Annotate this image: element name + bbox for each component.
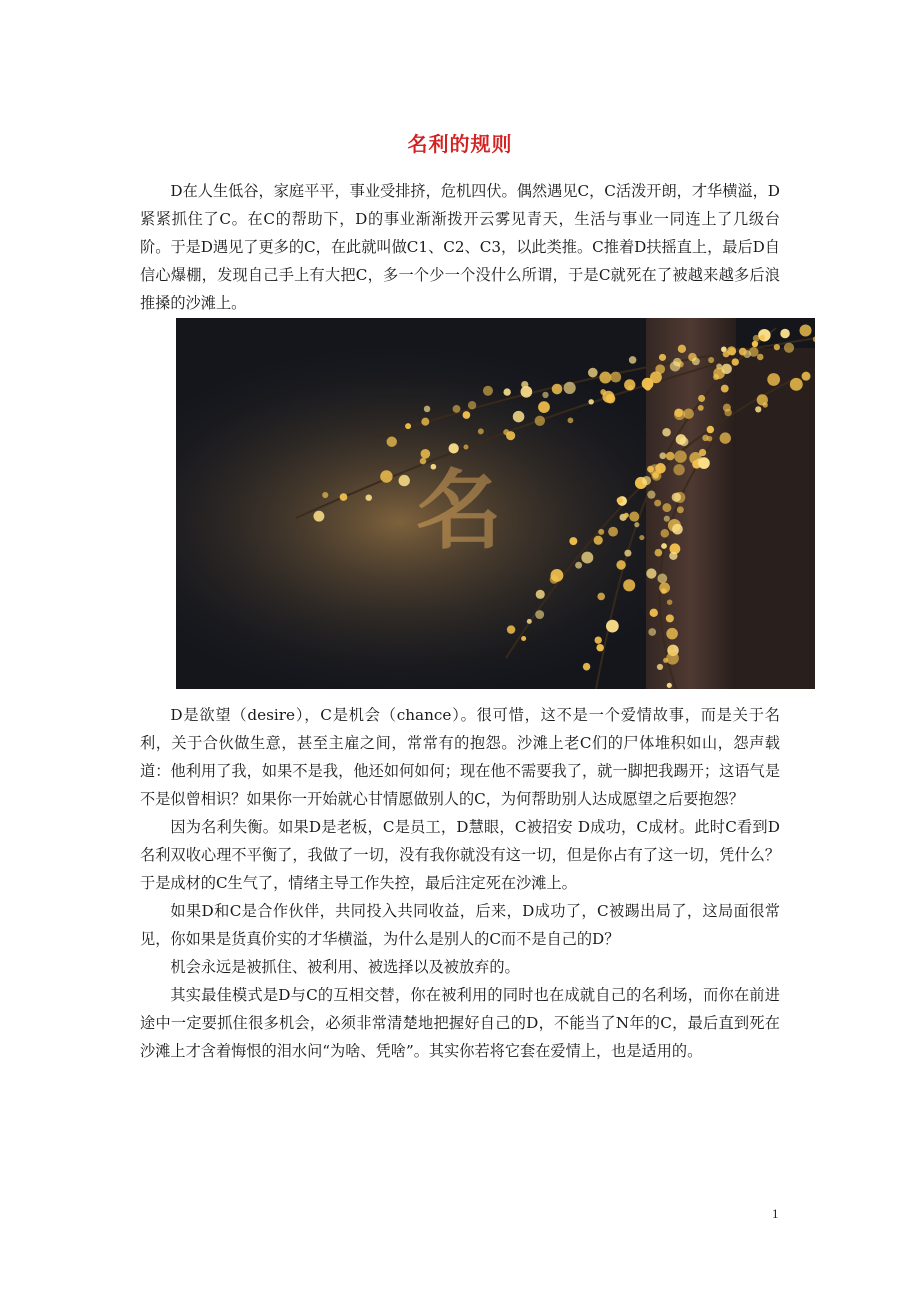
blossom-petal (790, 378, 803, 391)
blossom-petal (624, 550, 631, 557)
blossom-petal (655, 549, 663, 557)
blossom-petal (629, 356, 637, 364)
blossom-petal (674, 450, 686, 462)
blossom-petal (698, 457, 710, 469)
blossom-petal (780, 329, 790, 339)
blossom-petal (662, 503, 671, 512)
blossom-petal (674, 409, 683, 418)
blossom-petal (647, 491, 655, 499)
blossom-petal (752, 341, 758, 347)
blossom-petal (322, 492, 328, 498)
blossom-petal (661, 529, 670, 538)
blossom-petal (708, 357, 714, 363)
blossom-petal (575, 562, 582, 569)
blossom-petal (463, 411, 471, 419)
blossom-petal (670, 361, 680, 371)
paragraph: 因为名利失衡。如果D是老板，C是员工，D慧眼，C被招安 D成功，C成材。此时C看到D名利双收心理不平衡了，我做了一切，没有我你就没有这一切，但是你占有了这一切，凭什么？于是成材的C生气了，情绪主导工作失控，最后注定死在沙滩上。 (140, 818, 780, 892)
blossom-petal (651, 471, 661, 481)
blossom-petal (527, 619, 532, 624)
blossom-petal (365, 494, 371, 500)
blossom-petal (387, 437, 397, 447)
blossom-petal (399, 475, 410, 486)
blossom-petal (642, 476, 651, 485)
blossom-petal (596, 644, 603, 651)
blossom-petal (723, 404, 731, 412)
blossom-petal (380, 470, 392, 482)
main-text (140, 701, 780, 1065)
blossom-petal (698, 405, 704, 411)
blossom-petal (654, 500, 661, 507)
blossom-petal (655, 364, 665, 374)
blossom-petal (639, 535, 644, 540)
blossom-petal (800, 324, 812, 336)
blossom-petal (629, 512, 639, 522)
blossom-petal (732, 358, 739, 365)
blossom-photo (176, 318, 815, 689)
blossom-petal (595, 636, 602, 643)
blossom-petal (713, 374, 719, 380)
blossom-petal (659, 582, 670, 593)
blossom-petal (424, 406, 430, 412)
blossom-petal (606, 620, 619, 633)
blossom-petal (600, 389, 606, 395)
blossom-petal (762, 402, 767, 407)
blossom-petal (667, 683, 672, 688)
blossom-petal (667, 599, 673, 605)
blossom-petal (535, 416, 545, 426)
blossom-photo-art (176, 318, 815, 689)
blossom-petal (507, 625, 515, 633)
blossom-petal (666, 652, 679, 665)
blossom-petal (453, 405, 461, 413)
blossom-petal (405, 423, 411, 429)
blossom-petal (581, 552, 593, 564)
watermark-glyph: 名 (416, 461, 502, 561)
page-number: 1 (772, 1206, 779, 1221)
blossom-petal (535, 610, 544, 619)
paragraph: 机会永远是被抓住、被利用、被选择以及被放弃的。 (170, 958, 520, 976)
blossom-petal (774, 344, 780, 350)
blossom-petal (513, 411, 525, 423)
blossom-petal (753, 335, 760, 342)
blossom-petal (721, 364, 731, 374)
blossom-petal (677, 506, 684, 513)
blossom-petal (617, 497, 623, 503)
blossom-petal (758, 329, 771, 342)
blossom-petal (588, 368, 598, 378)
blossom-petal (568, 417, 574, 423)
paragraph: D在人生低谷，家庭平平，事业受排挤，危机四伏。偶然遇见C，C活泼开朗，才华横溢，D紧紧抓住了C。在C的帮助下，D的事业渐渐拨开云雾见青天，生活与事业一同连上了几级台阶。于是D遇见了更多的C，在此就叫做C1、C2、C3，以此类推。C推着D扶摇直上，最后D自信心爆棚，发现自己手上有大把C，多一个少一个没什么所谓，于是C就死在了被越来越多后浪推搡的沙滩上。 (140, 182, 780, 312)
blossom-petal (802, 372, 811, 381)
blossom-petal (569, 537, 577, 545)
blossom-petal (659, 452, 666, 459)
blossom-petal (564, 382, 576, 394)
blossom-petal (698, 395, 705, 402)
blossom-petal (669, 552, 677, 560)
blossom-petal (692, 357, 700, 365)
blossom-petal (610, 372, 621, 383)
blossom-petal (542, 392, 548, 398)
blossom-petal (657, 664, 663, 670)
blossom-petal (664, 516, 670, 522)
blossom-petal (662, 428, 671, 437)
blossom-petal (468, 401, 476, 409)
blossom-petal (536, 590, 545, 599)
blossom-petal (313, 511, 324, 522)
blossom-petal (624, 379, 635, 390)
blossom-petal (538, 401, 550, 413)
blossom-petal (721, 385, 729, 393)
page-title: 名利的规则 (407, 132, 513, 156)
blossom-petal (599, 372, 611, 384)
blossom-petal (506, 431, 515, 440)
blossom-petal (669, 645, 674, 650)
blossom-petal (624, 513, 629, 518)
blossom-petal (463, 444, 468, 449)
blossom-petal (503, 388, 510, 395)
blossom-petal (720, 432, 731, 443)
blossom-petal (483, 386, 493, 396)
blossom-petal (672, 524, 683, 535)
blossom-petal (673, 464, 684, 475)
blossom-petal (648, 628, 656, 636)
blossom-petal (478, 428, 484, 434)
blossom-petal (727, 346, 736, 355)
blossom-petal (552, 384, 563, 395)
blossom-petal (707, 426, 714, 433)
blossom-petal (616, 560, 626, 570)
blossom-petal (676, 434, 687, 445)
blossom-petal (421, 418, 429, 426)
blossom-petal (666, 614, 674, 622)
blossom-petal (707, 436, 713, 442)
blossom-petal (661, 543, 667, 549)
blossom-petal (598, 529, 604, 535)
blossom-petal (678, 345, 686, 353)
blossom-petal (340, 493, 348, 501)
blossom-petal (659, 354, 666, 361)
blossom-petal (421, 449, 431, 459)
paragraph: D是欲望（desire），C是机会（chance）。很可惜，这不是一个爱情故事，而是关于名利，关于合伙做生意，甚至主雇之间，常常有的抱怨。沙滩上老C们的尸体堆积如山，怨声载道：他利用了我，如果不是我，他还如何如何；现在他不需要我了，就一脚把我踢开；这语气是不是似曾相识？如果你一开始就心甘情愿做别人的C，为何帮助别人达成愿望之后要抱怨？ (140, 706, 780, 808)
blossom-petal (666, 628, 678, 640)
blossom-petal (645, 384, 651, 390)
blossom-petal (550, 575, 559, 584)
intro-text (140, 177, 780, 317)
paragraph: 其实最佳模式是D与C的互相交替，你在被利用的同时也在成就自己的名利场，而你在前进途中一定要抓住很多机会，必须非常清楚地把握好自己的D，不能当了N年的C，最后直到死在沙滩上才含着悔恨的泪水问“为啥、凭啥”。其实你若将它套在爱情上，也是适用的。 (140, 986, 780, 1060)
blossom-petal (672, 493, 681, 502)
blossom-petal (666, 452, 675, 461)
blossom-petal (657, 574, 667, 584)
blossom-petal (521, 381, 528, 388)
blossom-petal (767, 373, 780, 386)
blossom-petal (608, 527, 618, 537)
blossom-petal (594, 536, 603, 545)
blossom-petal (739, 348, 747, 356)
blossom-petal (449, 443, 459, 453)
blossom-petal (784, 343, 794, 353)
blossom-petal (588, 399, 593, 404)
blossom-petal (583, 663, 591, 671)
blossom-petal (757, 354, 764, 361)
blossom-petal (521, 636, 526, 641)
paragraph: 如果D和C是合作伙伴，共同投入共同收益，后来，D成功了，C被踢出局了，这局面很常见，你如果是货真价实的才华横溢，为什么是别人的C而不是自己的D？ (140, 902, 780, 948)
blossom-petal (623, 579, 635, 591)
blossom-petal (760, 335, 766, 341)
blossom-petal (634, 522, 639, 527)
blossom-petal (597, 593, 605, 601)
blossom-petal (646, 568, 656, 578)
blossom-petal (650, 609, 658, 617)
blossom-petal (755, 406, 761, 412)
blossom-petal (647, 466, 654, 473)
